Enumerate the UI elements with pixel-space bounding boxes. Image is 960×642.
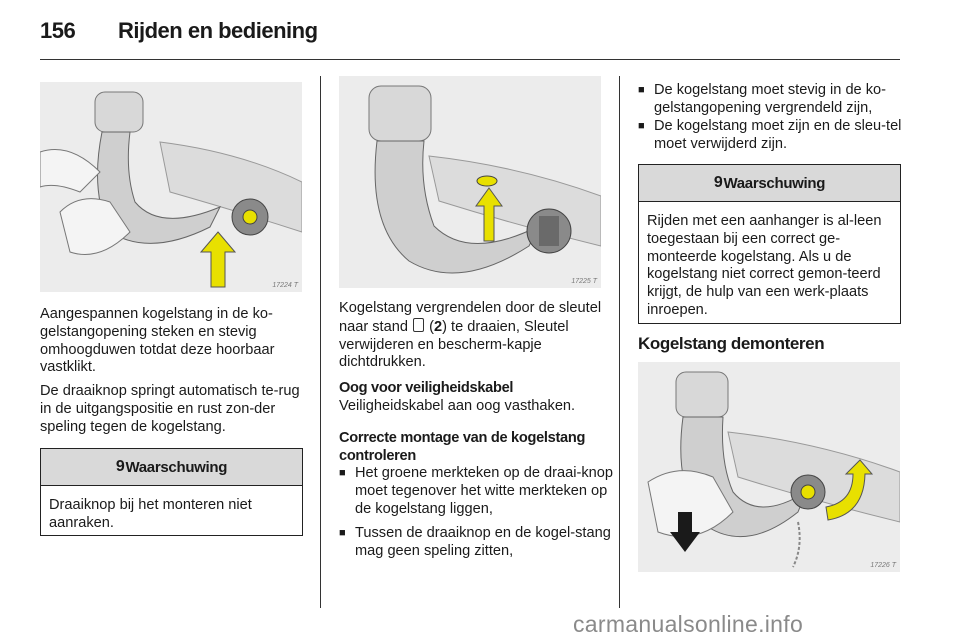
section-heading: Kogelstang demonteren: [638, 334, 825, 353]
warning-body: Rijden met een aanhanger is al-leen toegestaan bij een correct ge-monteerde kogelstang. Als u de kogelstang niet correct gemon-teerd krijgt, de hulp van een werk-plaats inroepen.: [647, 213, 882, 318]
warning-title: Waarschuwing: [125, 458, 228, 476]
paragraph-cable: Veiligheidskabel aan oog vasthaken.: [339, 398, 576, 414]
figure-remove-towbar: [638, 362, 900, 572]
page-header: [40, 18, 900, 60]
header-rule: [40, 59, 900, 60]
list-item: ■ De kogelstang moet zijn en de sleu-tel moet verwijderd zijn.: [638, 118, 902, 152]
list-item: ■ Het groene merkteken op de draai-knop moet tegenover het witte merkteken op de kogelstang liggen,: [339, 465, 613, 517]
page-title: Rijden en bediening: [118, 18, 318, 43]
column-divider-2: [619, 76, 620, 608]
figure-code: 17224 T: [272, 282, 298, 289]
warning-header: [41, 449, 302, 486]
warning-title: Waarschuwing: [723, 174, 826, 192]
figure-lock-towbar: [339, 76, 601, 288]
warning-box-1: [40, 448, 303, 536]
figure-insert-towbar: [40, 82, 302, 292]
towbar-insert-illustration: [40, 82, 302, 292]
bullet-icon: ■: [339, 467, 346, 479]
warning-triangle-icon: 9: [713, 174, 723, 191]
page-number: 156: [40, 18, 76, 43]
list-item: ■ Tussen de draaiknop en de kogel-stang mag geen speling zitten,: [339, 525, 611, 559]
warning-triangle-icon: 9: [115, 458, 125, 475]
paragraph-insert: Aangespannen kogelstang in de ko-gelstangopening steken en stevig omhoogduwen totdat deze hoorbaar vastklikt.: [40, 306, 275, 376]
figure-code: 17225 T: [571, 278, 597, 285]
warning-header: [639, 165, 900, 202]
column-divider-1: [320, 76, 321, 608]
subheading-cable-eye: Oog voor veiligheidskabel: [339, 380, 514, 396]
warning-box-2: [638, 164, 901, 324]
key-position-icon: [413, 318, 424, 332]
watermark: carmanualsonline.info: [573, 611, 804, 637]
bullet-icon: ■: [339, 527, 346, 539]
subheading-check-mount: Correcte montage van de kogelstang controleren: [339, 430, 586, 464]
bullet-icon: ■: [638, 120, 645, 132]
warning-body: Draaiknop bij het monteren niet aanraken.: [49, 497, 252, 531]
bullet-icon: ■: [638, 84, 645, 96]
figure-code: 17226 T: [870, 562, 896, 569]
paragraph-lock: Kogelstang vergrendelen door de sleutel naar stand (2) te draaien, Sleutel verwijderen en bescherm-kapje dichtdrukken.: [339, 300, 602, 371]
towbar-remove-illustration: [638, 362, 900, 572]
list-item: ■ De kogelstang moet stevig in de ko-gelstangopening vergrendeld zijn,: [638, 82, 887, 116]
towbar-lock-illustration: [339, 76, 601, 288]
paragraph-knob: De draaiknop springt automatisch te-rug in de uitgangspositie en rust zon-der speling tegen de kogelstang.: [40, 383, 300, 435]
